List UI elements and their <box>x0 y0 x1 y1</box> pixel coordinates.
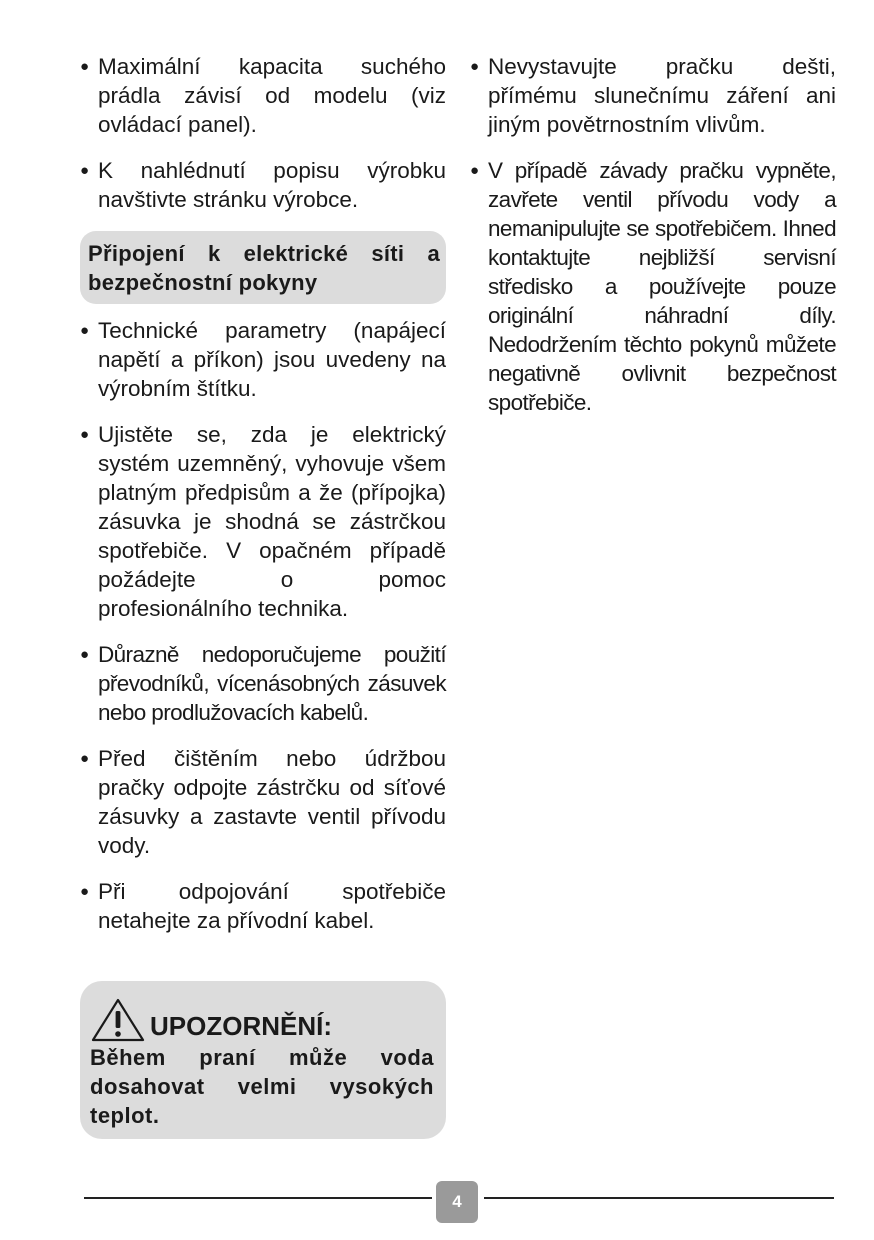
bullet-icon: ● <box>470 58 480 75</box>
warning-triangle-icon <box>90 997 146 1043</box>
list-item-text: Před čištěním nebo údržbou pračky odpojte zástrčku od síťové zásuvky a zastavte ventil přívodu vody. <box>98 746 446 858</box>
bullet-icon: ● <box>80 426 90 443</box>
list-item-text: K nahlédnutí popisu výrobku navštivte stránku výrobce. <box>98 158 446 212</box>
bullet-icon: ● <box>80 162 90 179</box>
list-item <box>80 52 446 139</box>
bullet-icon: ● <box>80 646 89 663</box>
list-item-text: Ujistěte se, zda je elektrický systém uzemněný, vyhovuje všem platným předpisům a že (přípojka) zásuvka je shodná se zástrčkou spotřebiče. V opačném případě požádejte o pomoc profesionálního technika. <box>98 422 446 621</box>
bullet-icon: ● <box>80 883 90 900</box>
footer-divider-left <box>84 1197 432 1199</box>
bullet-icon: ● <box>470 162 479 179</box>
list-item-text: Maximální kapacita suchého prádla závisí od modelu (viz ovládací panel). <box>98 54 446 137</box>
warning-title: UPOZORNĚNÍ: <box>150 1011 332 1041</box>
section-heading: Připojení k elektrické síti a bezpečnostní pokyny <box>80 231 446 304</box>
page-number: 4 <box>436 1181 478 1223</box>
list-item <box>470 52 836 139</box>
warning-text: Během praní může voda dosahovat velmi vysokých teplot. <box>90 1045 434 1128</box>
left-column <box>80 52 446 952</box>
list-item-text: Důrazně nedoporučujeme použití převodníků, vícenásobných zásuvek nebo prodlužovacích kabelů. <box>98 642 446 725</box>
list-item <box>470 156 836 417</box>
list-item-text: Při odpojování spotřebiče netahejte za přívodní kabel. <box>98 879 446 933</box>
list-item <box>80 877 446 935</box>
list-item <box>80 156 446 214</box>
list-item-text: V případě závady pračku vypněte, zavřete ventil přívodu vody a nemanipulujte se spotřebičem. Ihned kontaktujte nejbližší servisní středisko a používejte pouze originální náhradní díly. Nedodržením těchto pokynů můžete negativně ovlivnit bezpečnost spotřebiče. <box>488 158 836 415</box>
footer-divider-right <box>484 1197 834 1199</box>
bullet-icon: ● <box>80 750 90 767</box>
list-item <box>80 316 446 403</box>
list-item <box>80 640 446 727</box>
right-column <box>470 52 836 434</box>
warning-box <box>80 981 446 1139</box>
list-item <box>80 420 446 623</box>
list-item <box>80 744 446 860</box>
bullet-icon: ● <box>80 322 90 339</box>
bullet-icon: ● <box>80 58 90 75</box>
list-item-text: Technické parametry (napájecí napětí a příkon) jsou uvedeny na výrobním štítku. <box>98 318 446 401</box>
list-item-text: Nevystavujte pračku dešti, přímému slunečnímu záření ani jiným povětrnostním vlivům. <box>488 54 836 137</box>
warning-header <box>90 991 436 1043</box>
